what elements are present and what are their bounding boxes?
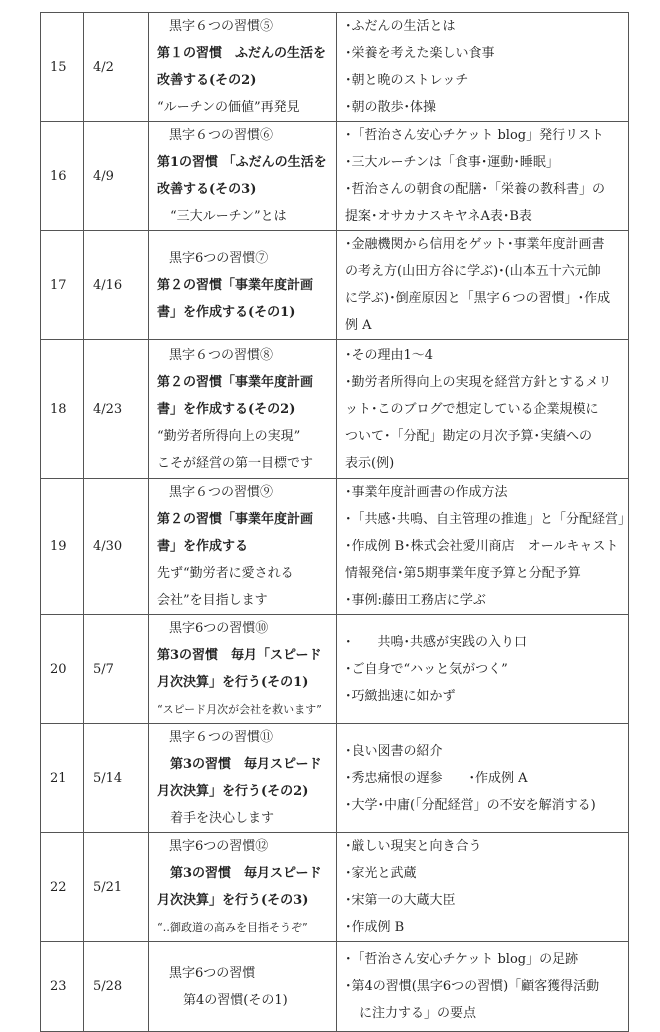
row-topics-cell	[337, 942, 629, 1032]
topic-line: ･秀忠痛恨の遅参 ･作成例 A	[345, 770, 528, 786]
table-row	[41, 479, 629, 615]
topic-line: 表示(例)	[345, 455, 395, 471]
row-topics-cell	[337, 340, 629, 479]
row-title-cell	[149, 833, 337, 942]
row-title-cell	[149, 942, 337, 1032]
topic-line: ･宋第一の大蔵大臣	[345, 893, 456, 908]
row-title-cell	[149, 13, 337, 122]
habit-note-line: “勤労者所得向上の実現”	[157, 428, 301, 444]
topic-line: ･勤労者所得向上の実現を経営方針とするメリ	[345, 374, 612, 390]
topic-line: 提案･オサカナスキヤネA表･B表	[345, 209, 532, 224]
row-number: 19	[41, 479, 84, 615]
topic-line: ･「共感･共鳴、自主管理の推進」と「分配経営」	[345, 512, 632, 527]
row-number: 18	[41, 340, 84, 479]
topic-line: ･作成例 B･株式会社愛川商店 オールキャスト	[345, 539, 619, 554]
table-row	[41, 340, 629, 479]
topic-line: ･哲治さんの朝食の配膳･「栄養の教科書」の	[345, 182, 606, 197]
habit-title-line: 改善する(その3)	[157, 182, 257, 197]
schedule-rows	[41, 13, 632, 1032]
topic-line: ･栄養を考えた楽しい食事	[345, 46, 495, 61]
row-title-cell	[149, 724, 337, 833]
habit-subtitle: 黒字6つの習慣⑦	[169, 250, 269, 266]
topic-line: ･朝と晩のストレッチ	[345, 73, 469, 88]
table-row	[41, 13, 629, 122]
habit-note-line: こそが経営の第一目標です	[157, 455, 314, 471]
row-date: 5/28	[84, 942, 149, 1032]
table-row	[41, 615, 629, 724]
topic-line: ･第4の習慣(黒字6つの習慣)「顧客獲得活動	[345, 979, 600, 994]
habit-title-line: 第1の習慣 「ふだんの生活を	[157, 155, 327, 170]
habit-title-line: 第１の習慣 ふだんの生活を	[157, 46, 327, 61]
topic-line: に注力する」の要点	[359, 1006, 477, 1021]
topic-line: ット･このブログで想定している企業規模に	[345, 401, 599, 417]
topic-line: ･その理由1～4	[345, 347, 434, 363]
topic-line: ･大学･中庸(「分配経営」の不安を解消する)	[345, 797, 596, 813]
row-date: 4/16	[84, 231, 149, 340]
topic-line: ･三大ルーチンは「食事･運動･睡眠」	[345, 155, 559, 170]
topic-line: ･事例:藤田工務店に学ぶ	[345, 593, 486, 608]
habit-subtitle: 黒字６つの習慣⑪	[169, 730, 274, 745]
habit-title-line: 第２の習慣「事業年度計画	[157, 512, 314, 527]
habit-title-line: 書」を作成する(その2)	[157, 401, 296, 417]
row-date: 5/14	[84, 724, 149, 833]
topic-line: ･ご自身で“ハッと気がつく”	[345, 661, 508, 677]
topic-line: ･良い図書の紹介	[345, 743, 443, 759]
row-date: 5/21	[84, 833, 149, 942]
topic-line: ･事業年度計画書の作成方法	[345, 485, 508, 500]
habit-title-line: 月次決算」を行う(その2)	[157, 784, 309, 799]
topic-line: ついて･「分配」勘定の月次予算･実績への	[345, 428, 593, 444]
row-title-cell	[149, 615, 337, 724]
habit-title-line: 月次決算」を行う(その3)	[157, 893, 309, 908]
habit-title-line: 第3の習慣 毎月スピード	[157, 757, 322, 772]
row-title-cell	[149, 340, 337, 479]
topic-line: 情報発信･第5期事業年度予算と分配予算	[345, 566, 581, 581]
habit-subtitle: 黒字6つの習慣⑫	[169, 839, 269, 854]
row-date: 4/9	[84, 122, 149, 231]
row-date: 5/7	[84, 615, 149, 724]
row-topics-cell	[337, 122, 629, 231]
table-row	[41, 942, 629, 1032]
habit-title-line: 書」を作成する	[157, 539, 249, 554]
habit-note-line: “三大ルーチン”とは	[157, 209, 287, 224]
habit-note-line: 第4の習慣(その1)	[157, 992, 288, 1008]
table-row	[41, 724, 629, 833]
row-date: 4/23	[84, 340, 149, 479]
habit-subtitle: 黒字６つの習慣⑧	[169, 347, 274, 363]
topic-line: ･家光と武蔵	[345, 866, 417, 881]
habit-note-line: 着手を決心します	[157, 811, 275, 826]
row-date: 4/30	[84, 479, 149, 615]
topic-line: ･ 共鳴･共感が実践の入り口	[345, 634, 528, 650]
row-topics-cell	[337, 231, 629, 340]
schedule-table	[40, 12, 632, 1032]
topic-line: ･作成例 B	[345, 920, 405, 935]
topic-line: ･「哲治さん安心チケット blog」発行リスト	[345, 128, 604, 143]
topic-line: ･朝の散歩･体操	[345, 100, 437, 115]
habit-title-line: 第２の習慣「事業年度計画	[157, 374, 314, 390]
row-topics-cell	[337, 13, 629, 122]
habit-note-line: “‥御政道の高みを目指そうぞ”	[157, 921, 308, 934]
table-row	[41, 231, 629, 340]
row-number: 20	[41, 615, 84, 724]
row-topics-cell	[337, 479, 632, 615]
habit-note-line: “スピード月次が会社を救います”	[157, 703, 322, 716]
row-number: 22	[41, 833, 84, 942]
habit-note-line: 会社”を目指します	[157, 593, 268, 608]
row-title-cell	[149, 231, 337, 340]
habit-subtitle: 黒字６つの習慣⑥	[169, 128, 274, 143]
row-number: 16	[41, 122, 84, 231]
habit-note-line: “ルーチンの価値”再発見	[157, 100, 300, 115]
row-title-cell	[149, 122, 337, 231]
habit-subtitle: 黒字６つの習慣⑤	[169, 19, 274, 34]
row-number: 17	[41, 231, 84, 340]
habit-title-line: 月次決算」を行う(その1)	[157, 675, 309, 690]
habit-note-line: 先ず“勤労者に愛される	[157, 566, 294, 581]
row-number: 15	[41, 13, 84, 122]
row-topics-cell	[337, 615, 629, 724]
topic-line: ･厳しい現実と向き合う	[345, 839, 482, 854]
topic-line: ･「哲治さん安心チケット blog」の足跡	[345, 952, 579, 967]
topic-line: の考え方(山田方谷に学ぶ)･(山本五十六元帥	[345, 264, 601, 279]
habit-subtitle: 黒字6つの習慣⑩	[169, 621, 269, 636]
habit-title-line: 改善する(その2)	[157, 73, 257, 88]
topic-line: 例 A	[345, 318, 372, 333]
habit-title-line: 第3の習慣 毎月スピード	[157, 866, 322, 881]
topic-line: ･ふだんの生活とは	[345, 19, 456, 34]
row-topics-cell	[337, 833, 629, 942]
row-date: 4/2	[84, 13, 149, 122]
habit-title-line: 第２の習慣「事業年度計画	[157, 277, 314, 293]
habit-subtitle: 黒字6つの習慣	[169, 965, 256, 981]
habit-title-line: 第3の習慣 毎月「スピード	[157, 648, 322, 663]
row-number: 21	[41, 724, 84, 833]
table-row	[41, 833, 629, 942]
row-title-cell	[149, 479, 337, 615]
row-number: 23	[41, 942, 84, 1032]
topic-line: ･巧緻拙速に如かず	[345, 688, 456, 704]
habit-title-line: 書」を作成する(その1)	[157, 304, 296, 320]
table-row	[41, 122, 629, 231]
habit-subtitle: 黒字６つの習慣⑨	[169, 485, 274, 500]
topic-line: に学ぶ)･倒産原因と「黒字６つの習慣」･作成	[345, 291, 611, 306]
row-topics-cell	[337, 724, 629, 833]
topic-line: ･金融機関から信用をゲット･事業年度計画書	[345, 237, 605, 252]
